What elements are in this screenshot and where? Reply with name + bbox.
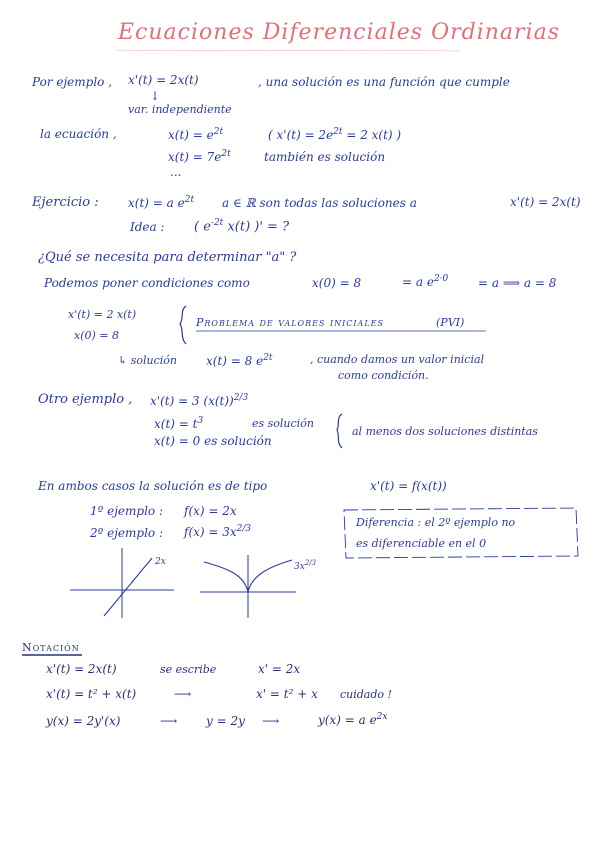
brace-note: al menos dos soluciones distintas — [352, 425, 538, 438]
page-title: Ecuaciones Diferenciales Ordinarias — [118, 20, 561, 45]
pvi-label: Problema de valores iniciales — [196, 316, 384, 329]
solution-1: $x(t) = e^{2t}$ — [168, 127, 224, 142]
idea-equation: ( $e^{-2t}$ x(t) )' = ? — [194, 218, 290, 235]
pvi-abbr: (PVI) — [436, 316, 465, 329]
other-example-line-2-note: es solución — [252, 417, 314, 430]
exercise-target: x'(t) = 2x(t) — [510, 195, 581, 209]
ellipsis: ... — [170, 165, 182, 179]
graph-2-label: $3x^{2/3}$ — [294, 559, 317, 572]
notation-r1-a: x'(t) = 2x(t) — [46, 662, 117, 676]
difference-line-1: Diferencia : el 2º ejemplo no — [356, 516, 516, 529]
notation-r1-c: x' = 2x — [258, 662, 301, 676]
pvi-line-2: x(0) = 8 — [74, 329, 119, 342]
notation-heading: Notación — [22, 641, 80, 654]
equation-label: la ecuación , — [40, 127, 117, 141]
conditions-eq: x(0) = 8 — [312, 276, 362, 290]
both-cases-eq: x'(t) = f(x(t)) — [370, 479, 447, 493]
intro-description: , una solución es una función que cumple — [258, 75, 510, 89]
exercise-note: a ∈ ℝ son todas las soluciones a — [222, 196, 417, 210]
notation-r3-b: y = 2y — [206, 714, 245, 728]
other-example-label: Otro ejemplo , — [38, 392, 133, 407]
pvi-note-2: como condición. — [338, 369, 429, 382]
notation-r2-a: x'(t) = t² + x(t) — [46, 687, 137, 701]
other-example-line-2: $x(t) = t^3$ — [154, 416, 204, 431]
notation-r2-arrow: ⟶ — [174, 687, 192, 701]
exercise-equation: x(t) = a $e^{2t}$ — [128, 195, 195, 210]
notation-r3-arrow: ⟶ — [160, 714, 178, 728]
conditions-text: Podemos poner condiciones como — [44, 276, 250, 290]
exercise-label: Ejercicio : — [32, 195, 99, 210]
pvi-note-1: , cuando damos un valor inicial — [310, 353, 485, 366]
pvi-line-1: x'(t) = 2 x(t) — [68, 308, 137, 321]
solution-check: ( $x'(t) = 2e^{2t} = 2$ x(t) ) — [268, 127, 402, 142]
notation-r3-c: y(x) = a $e^{2x}$ — [318, 712, 388, 727]
notation-r2-b: x' = t² + x — [256, 687, 318, 701]
example-1-eq: f(x) = 2x — [184, 504, 237, 518]
intro-lead: Por ejemplo , — [32, 75, 113, 89]
notation-r1-b: se escribe — [160, 663, 217, 676]
conditions-eq2: = a $e^{2\cdot 0}$ — [402, 274, 449, 289]
both-cases-text: En ambos casos la solución es de tipo — [38, 479, 268, 493]
idea-label: Idea : — [130, 220, 165, 234]
difference-line-2: es diferenciable en el 0 — [356, 537, 487, 550]
notation-r2-c: cuidado ! — [340, 688, 392, 701]
conditions-result: = a ⟹ a = 8 — [478, 276, 557, 290]
var-independent-note: var. independiente — [128, 103, 232, 116]
solution-2: $x(t) = 7e^{2t}$ — [168, 149, 231, 164]
down-arrow-icon: ↓ — [150, 89, 161, 103]
example-1-label: 1º ejemplo : — [90, 504, 163, 518]
notation-r3-a: y(x) = 2y'(x) — [46, 714, 121, 728]
solution-2-note: también es solución — [264, 150, 386, 164]
question: ¿Qué se necesita para determinar "a" ? — [38, 250, 297, 265]
other-example-line-3: x(t) = 0 es solución — [154, 434, 272, 448]
pvi-solution: x(t) = 8 $e^{2t}$ — [206, 353, 273, 368]
other-example-eq: x'(t) = 3 $(x(t))^{2/3}$ — [150, 393, 249, 408]
graph-1-label: 2x — [155, 557, 166, 567]
example-2-label: 2º ejemplo : — [90, 526, 163, 540]
notation-r3-arrow-2: ⟶ — [262, 714, 280, 728]
intro-equation: x'(t) = 2x(t) — [128, 73, 199, 87]
pvi-arrow-text: ↳ solución — [118, 354, 177, 367]
example-2-eq: $f(x) = 3x^{2/3}$ — [184, 524, 252, 539]
